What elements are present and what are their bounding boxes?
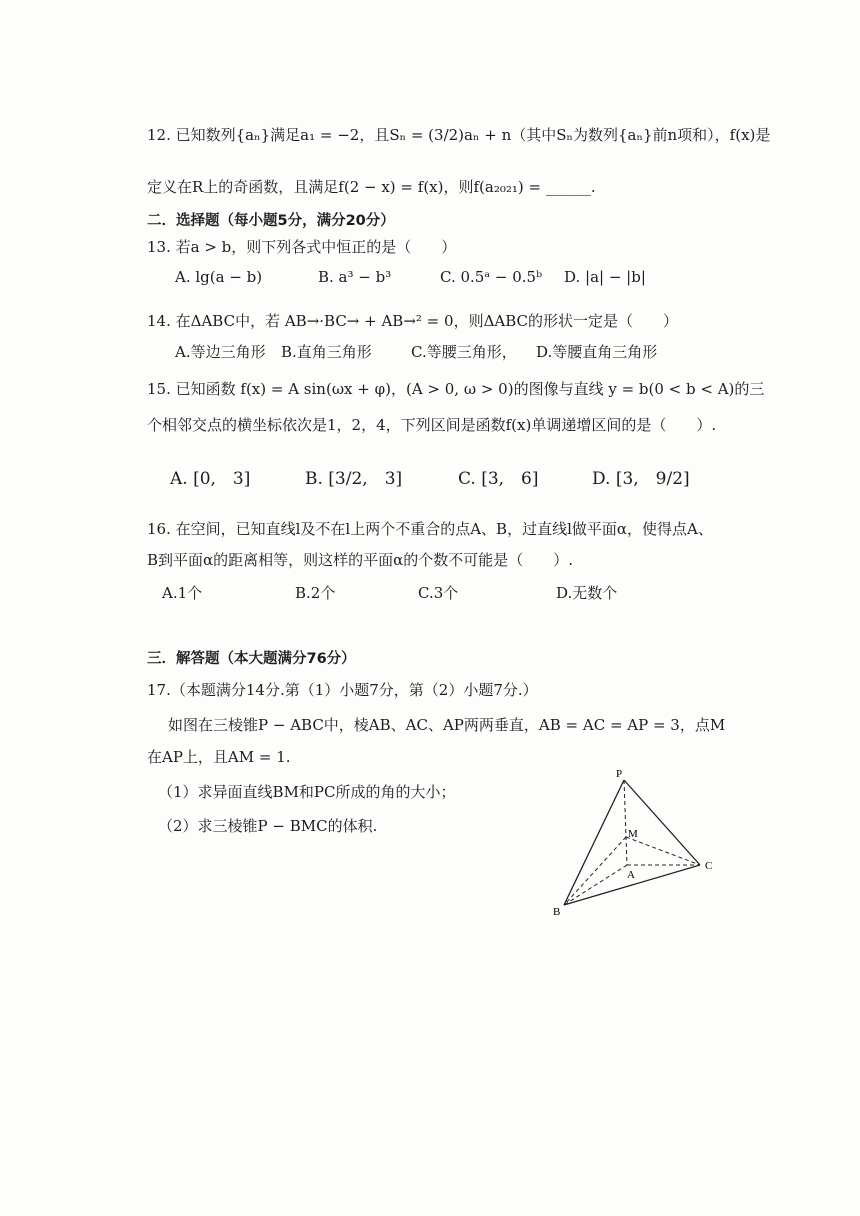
q12-line1: 12. 已知数列{aₙ}满足a₁ = −2，且Sₙ = (3/2)aₙ + n（其中Sₙ为数列{aₙ}前n项和），f(x)是 <box>147 126 771 144</box>
label-c: C <box>705 860 713 872</box>
q15-option-a: A. [0, 3] <box>170 469 251 489</box>
q15-option-d: D. [3, 9/2] <box>592 469 690 489</box>
q16-option-a: A.1个 <box>162 584 203 602</box>
q12-line2: 定义在R上的奇函数，且满足f(2 − x) = f(x)，则f(a₂₀₂₁) = ______. <box>147 178 596 196</box>
q16-option-d: D.无数个 <box>556 584 618 602</box>
q15-line1: 15. 已知函数 f(x) = A sin(ωx + φ)，(A > 0, ω > 0)的图像与直线 y = b(0 < b < A)的三 <box>147 380 765 398</box>
q13-option-a: A. lg(a − b) <box>175 268 263 286</box>
label-a: A <box>627 869 635 881</box>
section3-heading: 三．解答题（本大题满分76分） <box>147 651 356 667</box>
q17-line2: 在AP上，且AM = 1. <box>147 748 291 766</box>
tetrahedron-figure <box>550 765 730 925</box>
q14-option-a: A.等边三角形 <box>175 343 266 361</box>
q16-option-b: B.2个 <box>295 584 336 602</box>
label-p: P <box>616 768 623 780</box>
q14-option-b: B.直角三角形 <box>281 343 372 361</box>
q14-stem: 14. 在ΔABC中，若 AB→·BC→ + AB→² = 0，则ΔABC的形状一定是（ ） <box>147 312 679 330</box>
segment-mb <box>564 837 626 905</box>
q13-option-b: B. a³ − b³ <box>318 268 392 286</box>
q15-line2: 个相邻交点的横坐标依次是1，2，4，下列区间是函数f(x)单调递增区间的是（ ）. <box>147 416 717 434</box>
q16-line1: 16. 在空间，已知直线l及不在l上两个不重合的点A、B，过直线l做平面α，使得点A、 <box>147 520 713 538</box>
q14-option-d: D.等腰直角三角形 <box>536 343 658 361</box>
q16-option-c: C.3个 <box>418 584 459 602</box>
q17-part1: （1）求异面直线BM和PC所成的角的大小； <box>158 783 456 801</box>
edge-pa <box>624 780 627 865</box>
edge-pc <box>624 780 700 865</box>
q13-option-d: D. |a| − |b| <box>564 268 646 286</box>
q17-part2: （2）求三棱锥P − BMC的体积. <box>158 817 378 835</box>
q16-line2: B到平面α的距离相等，则这样的平面α的个数不可能是（ ）. <box>147 551 574 569</box>
segment-mc <box>626 837 700 865</box>
q17-header: 17.（本题满分14分.第（1）小题7分，第（2）小题7分.） <box>147 681 538 699</box>
section2-heading: 二．选择题（每小题5分，满分20分） <box>147 213 395 229</box>
q15-option-b: B. [3/2, 3] <box>305 469 403 489</box>
q15-option-c: C. [3, 6] <box>458 469 539 489</box>
q13-option-c: C. 0.5ᵃ − 0.5ᵇ <box>440 268 543 286</box>
q13-stem: 13. 若a > b，则下列各式中恒正的是（ ） <box>147 238 457 256</box>
q14-option-c: C.等腰三角形， <box>411 343 517 361</box>
q17-line1: 如图在三棱锥P − ABC中，棱AB、AC、AP两两垂直，AB = AC = AP = 3，点M <box>168 716 726 734</box>
edge-pb <box>564 780 624 905</box>
label-b: B <box>553 906 561 918</box>
label-m: M <box>628 828 638 840</box>
